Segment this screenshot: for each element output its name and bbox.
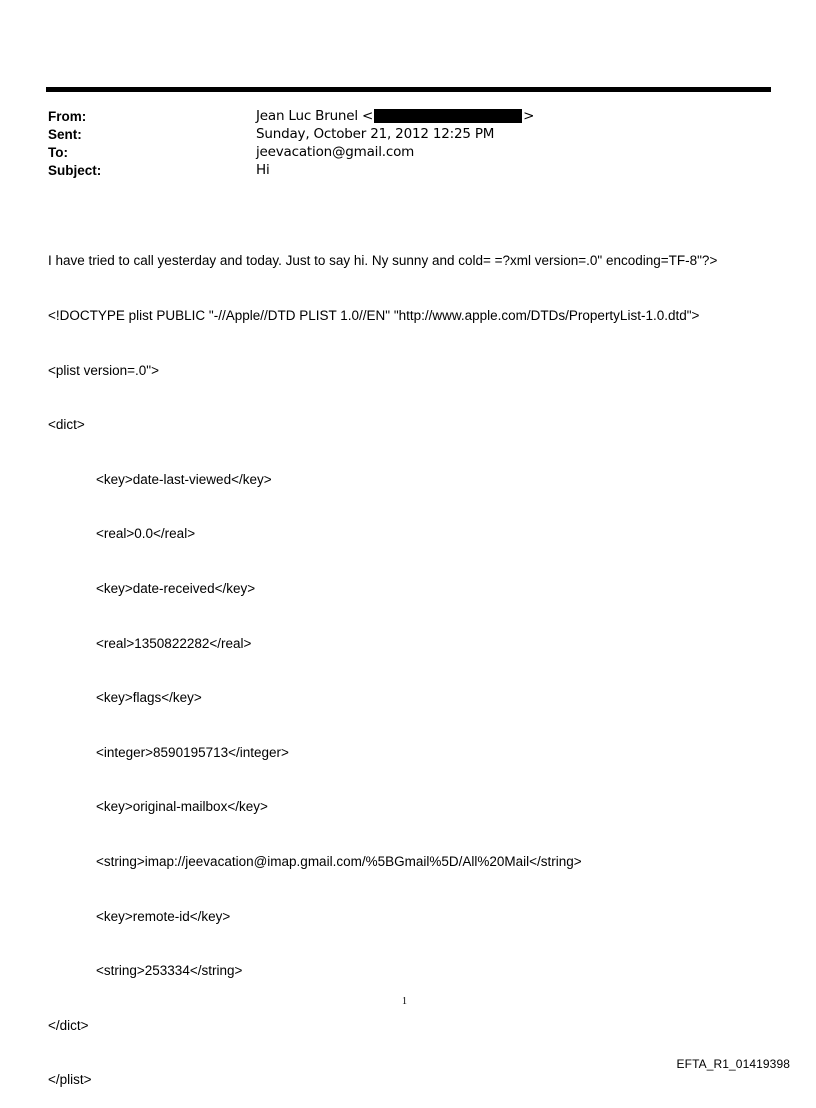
subject-label: Subject: xyxy=(48,162,102,178)
to-value: jeevacation@gmail.com xyxy=(256,144,415,160)
redaction-box xyxy=(374,109,522,123)
body-line: <key>remote-id</key> xyxy=(96,908,231,924)
body-line: <dict> xyxy=(48,417,85,433)
to-label: To: xyxy=(48,144,68,160)
from-open-bracket: < xyxy=(362,108,374,124)
page-number: 1 xyxy=(402,996,407,1007)
subject-value: Hi xyxy=(256,162,270,178)
body-line: </plist> xyxy=(48,1072,92,1088)
to-row xyxy=(48,143,748,161)
body-line: <!DOCTYPE plist PUBLIC "-//Apple//DTD PLIST 1.0//EN" "http://www.apple.com/DTDs/PropertyList-1.0.dtd"> xyxy=(48,308,700,323)
from-label: From: xyxy=(48,108,87,124)
from-close-bracket: > xyxy=(523,108,535,124)
sent-label: Sent: xyxy=(48,126,82,142)
body-line: <key>original-mailbox</key> xyxy=(96,799,268,815)
body-line: <key>date-last-viewed</key> xyxy=(96,471,272,487)
from-row xyxy=(48,107,748,125)
body-line: <plist version=.0"> xyxy=(48,362,159,378)
document-id: EFTA_R1_01419398 xyxy=(676,1057,790,1071)
body-line: <key>date-received</key> xyxy=(96,580,256,596)
body-line: <string>253334</string> xyxy=(96,963,243,979)
body-line: <integer>8590195713</integer> xyxy=(96,744,289,760)
body-line: <real>1350822282</real> xyxy=(96,635,252,651)
top-rule xyxy=(46,87,771,92)
email-body xyxy=(48,216,788,1108)
sent-row xyxy=(48,125,748,143)
sent-value: Sunday, October 21, 2012 12:25 PM xyxy=(256,126,495,142)
from-name: Jean Luc Brunel xyxy=(256,108,358,124)
from-value xyxy=(256,108,534,124)
email-header xyxy=(48,107,748,179)
subject-row xyxy=(48,161,748,179)
body-line: I have tried to call yesterday and today. Just to say hi. Ny sunny and cold= =?xml version=.0" encoding=TF-8"?> xyxy=(48,253,718,269)
body-line: <key>flags</key> xyxy=(96,690,202,706)
body-line: <string>imap://jeevacation@imap.gmail.com/%5BGmail%5D/All%20Mail</string> xyxy=(96,853,582,869)
body-line: </dict> xyxy=(48,1017,89,1033)
body-line: <real>0.0</real> xyxy=(96,526,196,542)
